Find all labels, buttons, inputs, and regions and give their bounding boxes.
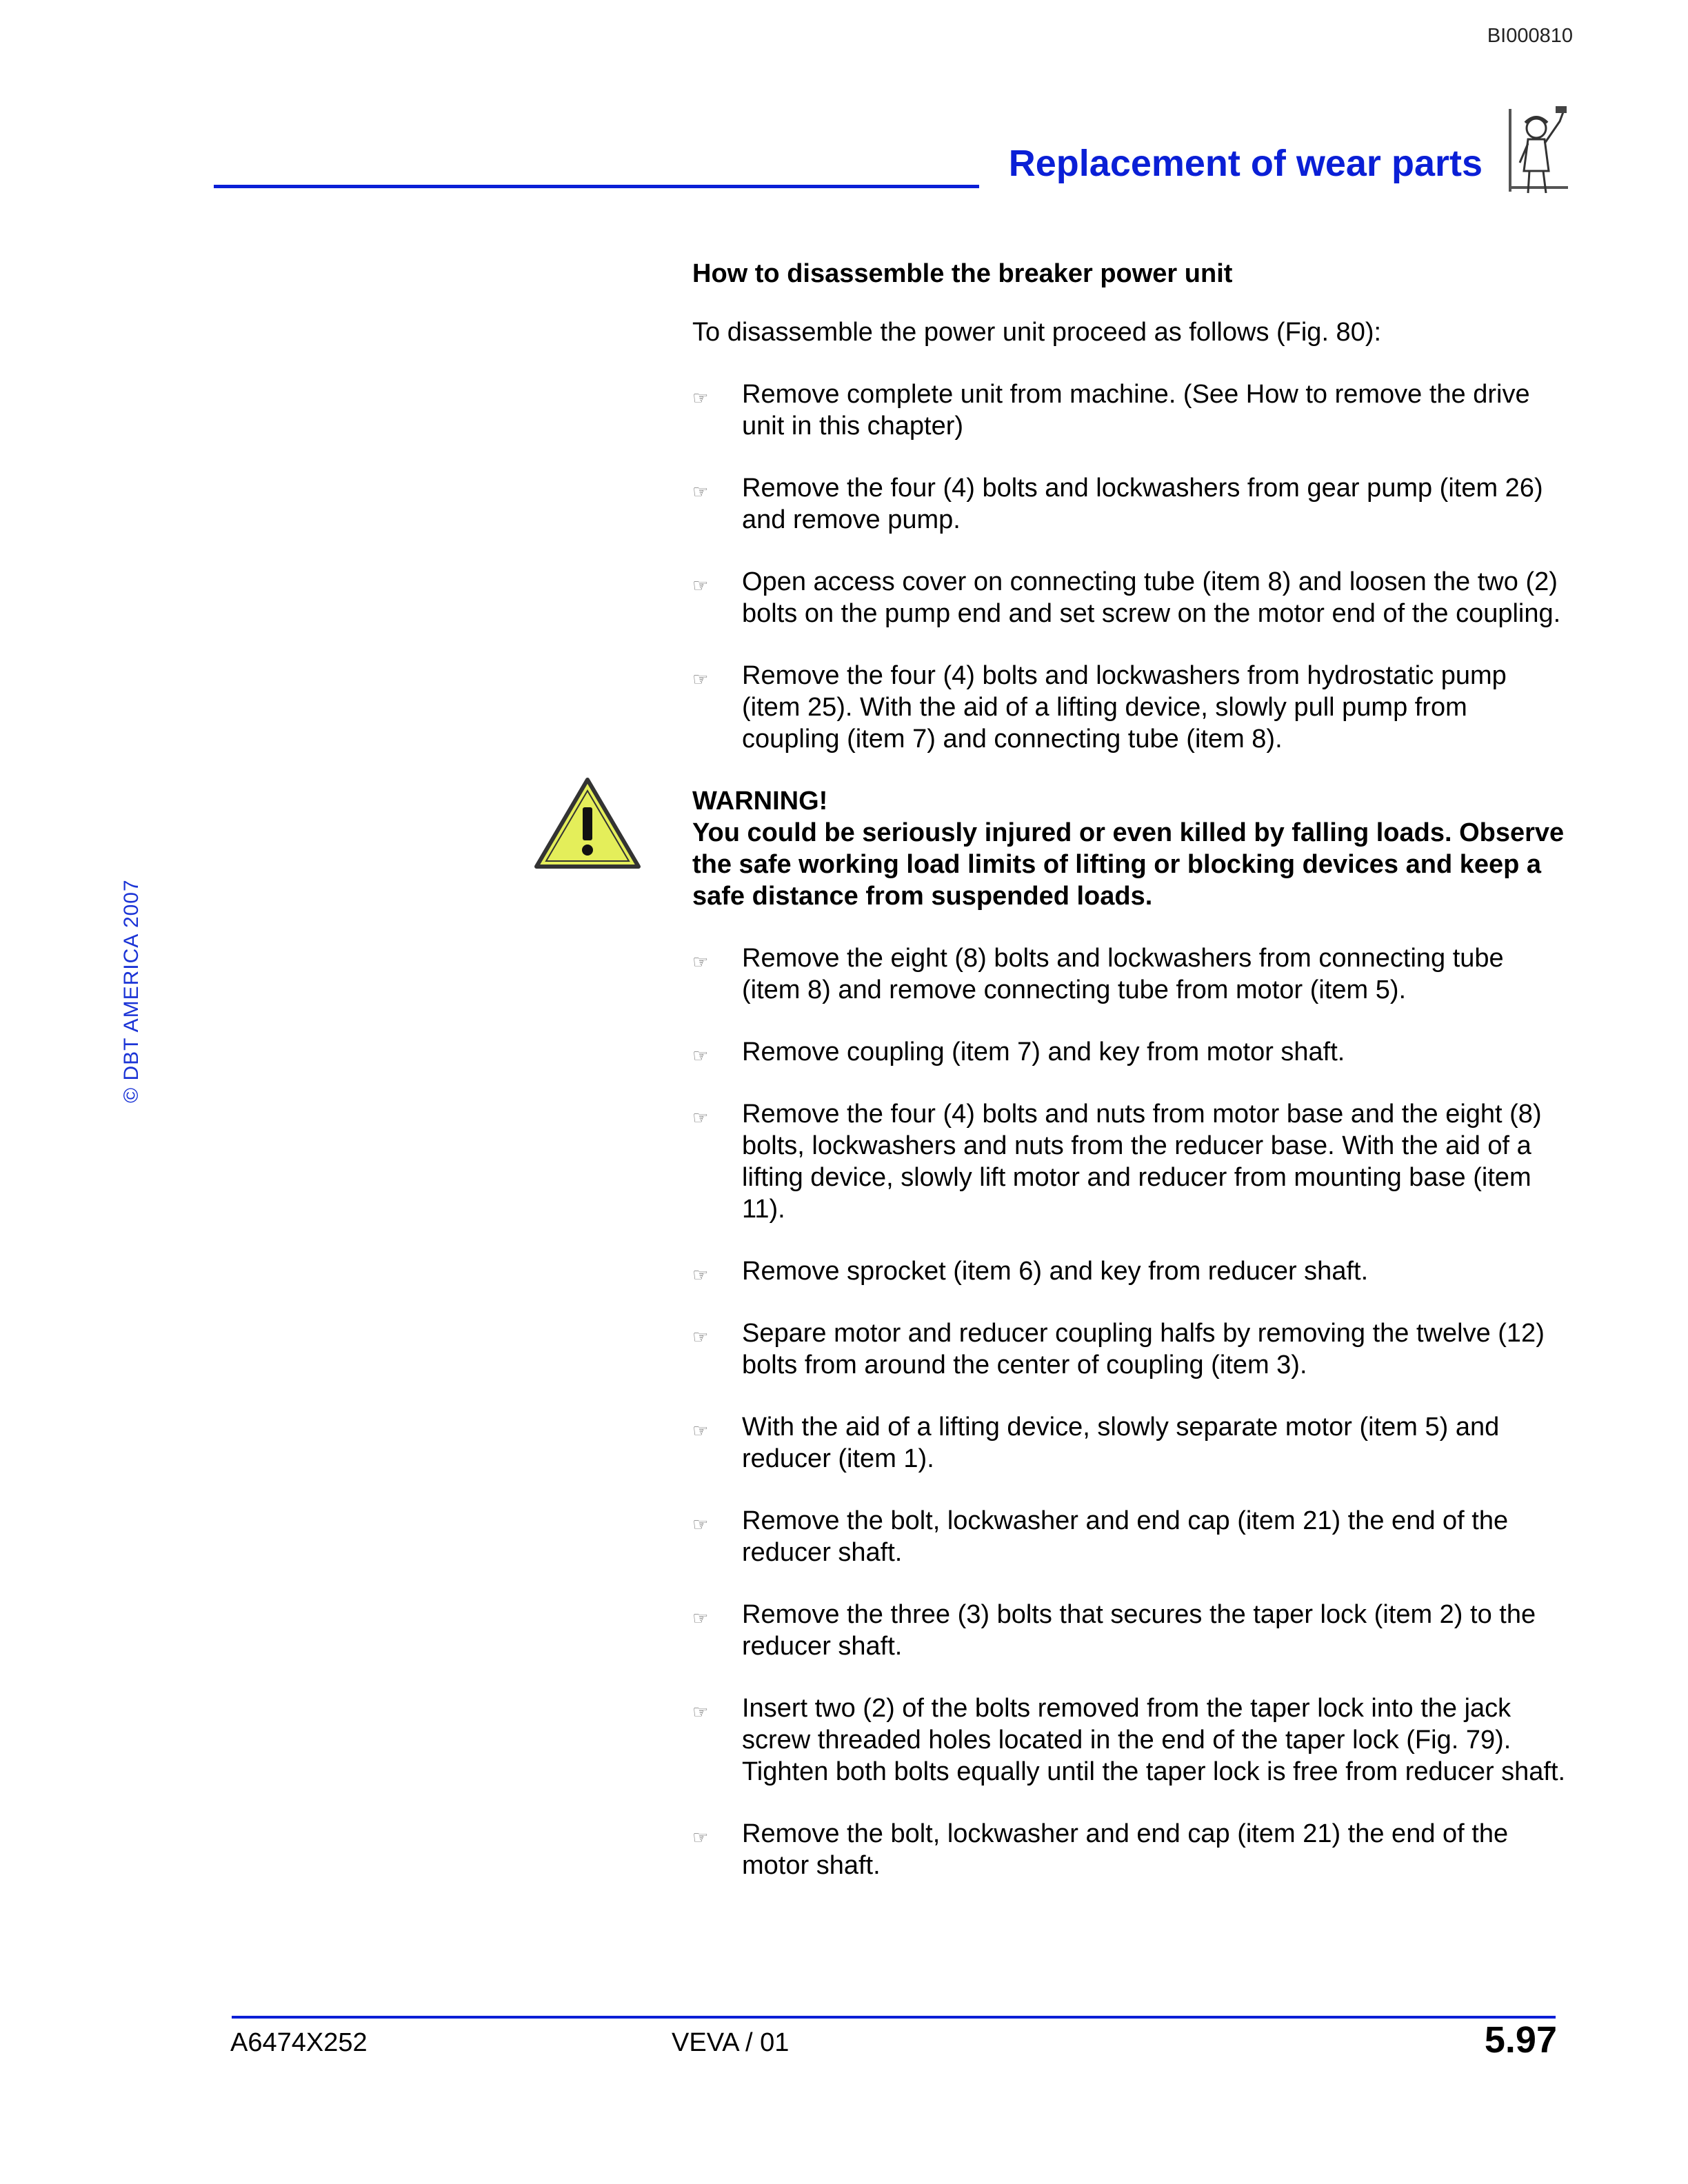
main-content (692, 259, 1568, 1881)
warning-text (692, 785, 1568, 912)
pointing-hand-icon: ☞ (692, 1108, 709, 1129)
step-text: Remove complete unit from machine. (See How to remove the drive unit in this chapter) (742, 380, 1530, 441)
step-text: Remove the four (4) bolts and lockwashers from hydrostatic pump (item 25). With the aid of a lifting device, slowly pull pump from coupling (item 7) and connecting tube (item 8). (742, 661, 1507, 754)
document-id: BI000810 (1487, 25, 1573, 47)
step-text: Separe motor and reducer coupling halfs by removing the twelve (12) bolts from around the center of coupling (item 3). (742, 1319, 1545, 1379)
step-text: Open access cover on connecting tube (item 8) and loosen the two (2) bolts on the pump end and set screw on the motor end of the coupling. (742, 567, 1561, 628)
list-item (692, 942, 1568, 1006)
footer-rule (232, 2016, 1556, 2019)
list-item (692, 660, 1568, 755)
pointing-hand-icon: ☞ (692, 482, 709, 503)
pointing-hand-icon: ☞ (692, 952, 709, 973)
step-text: Remove the four (4) bolts and nuts from motor base and the eight (8) bolts, lockwashers and nuts from the reducer base. With the aid of a lifting device, slowly lift motor and reducer from mounting base (item 11). (742, 1100, 1542, 1224)
copyright-notice: © DBT AMERICA 2007 (120, 879, 143, 1103)
list-item (692, 1692, 1568, 1788)
footer-doc-number: A6474X252 (230, 2028, 368, 2057)
pointing-hand-icon: ☞ (692, 1702, 709, 1723)
list-item (692, 1411, 1568, 1475)
step-text: Remove coupling (item 7) and key from motor shaft. (742, 1038, 1345, 1066)
pointing-hand-icon: ☞ (692, 1046, 709, 1066)
pointing-hand-icon: ☞ (692, 1828, 709, 1848)
pointing-hand-icon: ☞ (692, 388, 709, 409)
step-text: With the aid of a lifting device, slowly separate motor (item 5) and reducer (item 1). (742, 1413, 1500, 1473)
steps-list-a (692, 378, 1568, 755)
list-item (692, 1599, 1568, 1662)
warning-triangle-icon (532, 776, 643, 872)
step-text: Remove sprocket (item 6) and key from reducer shaft. (742, 1257, 1369, 1286)
step-text: Remove the eight (8) bolts and lockwashers from connecting tube (item 8) and remove connecting tube from motor (item 5). (742, 944, 1504, 1004)
step-text: Remove the three (3) bolts that secures the taper lock (item 2) to the reducer shaft. (742, 1600, 1536, 1661)
pointing-hand-icon: ☞ (692, 1327, 709, 1348)
list-item (692, 1505, 1568, 1568)
steps-list-b (692, 942, 1568, 1881)
header-rule (214, 185, 979, 188)
pointing-hand-icon: ☞ (692, 1421, 709, 1442)
list-item (692, 1036, 1568, 1068)
list-item (692, 1098, 1568, 1225)
pointing-hand-icon: ☞ (692, 576, 709, 596)
list-item (692, 1255, 1568, 1287)
procedure-heading: How to disassemble the breaker power unit (692, 259, 1233, 288)
footer-revision: VEVA / 01 (672, 2028, 790, 2057)
list-item (692, 472, 1568, 536)
warning-block (692, 785, 1568, 912)
warning-body: You could be seriously injured or even killed by falling loads. Observe the safe working load limits of lifting or blocking devices and keep a safe distance from suspended loads. (692, 818, 1565, 911)
step-text: Insert two (2) of the bolts removed from the taper lock into the jack screw threaded holes located in the end of the taper lock (Fig. 79). Tighten both bolts equally until the taper lock is free from reducer shaft. (742, 1694, 1566, 1786)
list-item (692, 1818, 1568, 1881)
pointing-hand-icon: ☞ (692, 1515, 709, 1535)
pointing-hand-icon: ☞ (692, 669, 709, 690)
step-text: Remove the bolt, lockwasher and end cap (item 21) the end of the motor shaft. (742, 1819, 1509, 1880)
list-item (692, 566, 1568, 629)
section-title: Replacement of wear parts (1008, 143, 1483, 184)
warning-title: WARNING! (692, 787, 828, 816)
procedure-intro: To disassemble the power unit proceed as follows (Fig. 80): (692, 318, 1382, 347)
step-text: Remove the bolt, lockwasher and end cap (item 21) the end of the reducer shaft. (742, 1506, 1509, 1567)
pointing-hand-icon: ☞ (692, 1265, 709, 1286)
mechanic-worker-icon (1507, 105, 1569, 200)
step-text: Remove the four (4) bolts and lockwashers from gear pump (item 26) and remove pump. (742, 474, 1543, 534)
page-number: 5.97 (1484, 2019, 1557, 2061)
list-item (692, 1317, 1568, 1381)
list-item (692, 378, 1568, 442)
pointing-hand-icon: ☞ (692, 1608, 709, 1629)
